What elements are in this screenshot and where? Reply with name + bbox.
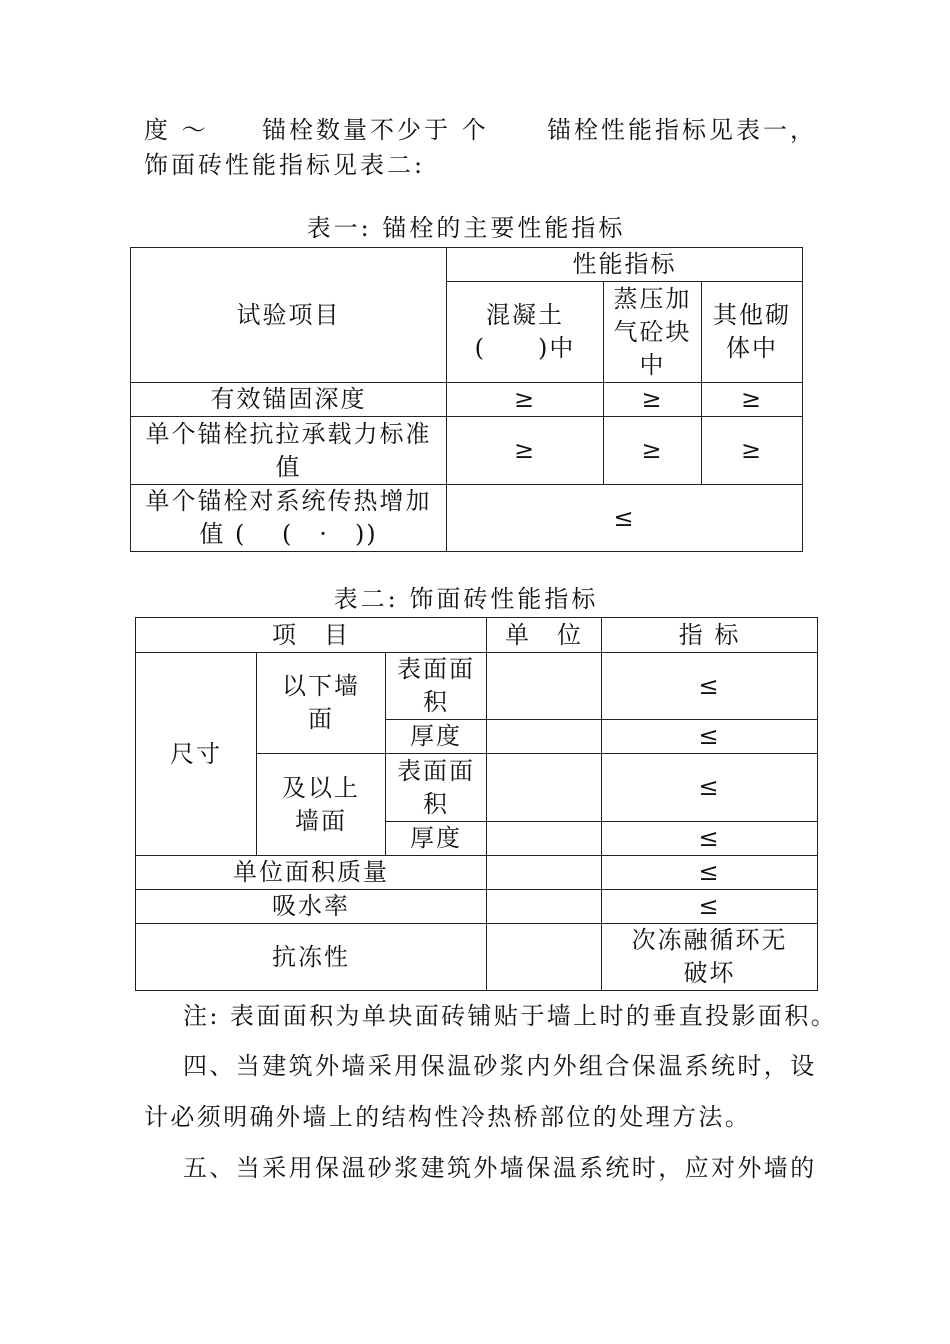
group2-surface-area-unit (487, 754, 602, 822)
row-tensile-capacity-label: 单个锚栓抗拉承载力标准 值 (131, 417, 447, 485)
group1-thickness-value: ≤ (602, 720, 818, 754)
paragraph-4-line-1: 四、当建筑外墙采用保温砂浆内外组合保温系统时，设 (183, 1052, 817, 1080)
header-unit: 单 位 (487, 618, 602, 653)
row-tensile-capacity-aac: ≥ (604, 417, 702, 485)
row-anchorage-depth-label: 有效锚固深度 (131, 383, 447, 417)
intro-fragment-b: 锚栓数量不少于 个 (262, 116, 489, 144)
row-anchorage-depth-concrete: ≥ (447, 383, 604, 417)
frost-resistance-label: 抗冻性 (136, 924, 487, 991)
unit-area-mass-unit (487, 856, 602, 890)
col-aerated-concrete: 蒸压加 气砼块 中 (604, 282, 702, 383)
intro-fragment-a: 度 ～ (144, 116, 209, 144)
water-absorption-value: ≤ (602, 890, 818, 924)
group2-thickness-unit (487, 822, 602, 856)
paragraph-4-line-2: 计必须明确外墙上的结构性冷热桥部位的处理方法。 (144, 1103, 752, 1131)
group1-thickness: 厚度 (386, 720, 487, 754)
row-heat-transfer-value: ≤ (447, 485, 803, 552)
group2-label: 及以上 墙面 (257, 754, 386, 856)
table-note: 注: 表面面积为单块面砖铺贴于墙上时的垂直投影面积。 (183, 1002, 838, 1030)
intro-fragment-c: 锚栓性能指标见表一， (547, 116, 817, 144)
frost-resistance-value: 次冻融循环无 破坏 (602, 924, 818, 991)
header-performance: 性能指标 (447, 248, 803, 282)
header-item: 项 目 (136, 618, 487, 653)
table1-caption: 表一: 锚栓的主要性能指标 (306, 214, 626, 242)
group1-thickness-unit (487, 720, 602, 754)
intro-line-2: 饰面砖性能指标见表二: (144, 151, 426, 179)
group2-surface-area-value: ≤ (602, 754, 818, 822)
unit-area-mass-label: 单位面积质量 (136, 856, 487, 890)
unit-area-mass-value: ≤ (602, 856, 818, 890)
row-anchorage-depth-aac: ≥ (604, 383, 702, 417)
row-heat-transfer-label: 单个锚栓对系统传热增加 值 ( ( · )) (131, 485, 447, 552)
col-concrete: 混凝土 ( )中 (447, 282, 604, 383)
group1-surface-area-value: ≤ (602, 653, 818, 720)
anchor-performance-table (130, 247, 803, 552)
row-tensile-capacity-other: ≥ (702, 417, 803, 485)
header-index: 指 标 (602, 618, 818, 653)
group2-thickness: 厚度 (386, 822, 487, 856)
group1-surface-area: 表面面 积 (386, 653, 487, 720)
col-other-masonry: 其他砌 体中 (702, 282, 803, 383)
water-absorption-unit (487, 890, 602, 924)
paragraph-5-line-1: 五、当采用保温砂浆建筑外墙保温系统时，应对外墙的 (183, 1154, 817, 1182)
group1-surface-area-unit (487, 653, 602, 720)
row-anchorage-depth-other: ≥ (702, 383, 803, 417)
size-label: 尺寸 (136, 653, 257, 856)
group2-thickness-value: ≤ (602, 822, 818, 856)
group1-label: 以下墙 面 (257, 653, 386, 754)
frost-resistance-unit (487, 924, 602, 991)
table2-caption: 表二: 饰面砖性能指标 (333, 585, 599, 613)
water-absorption-label: 吸水率 (136, 890, 487, 924)
group2-surface-area: 表面面 积 (386, 754, 487, 822)
tile-performance-table (135, 617, 818, 991)
row-tensile-capacity-concrete: ≥ (447, 417, 604, 485)
header-test-item: 试验项目 (131, 248, 447, 383)
